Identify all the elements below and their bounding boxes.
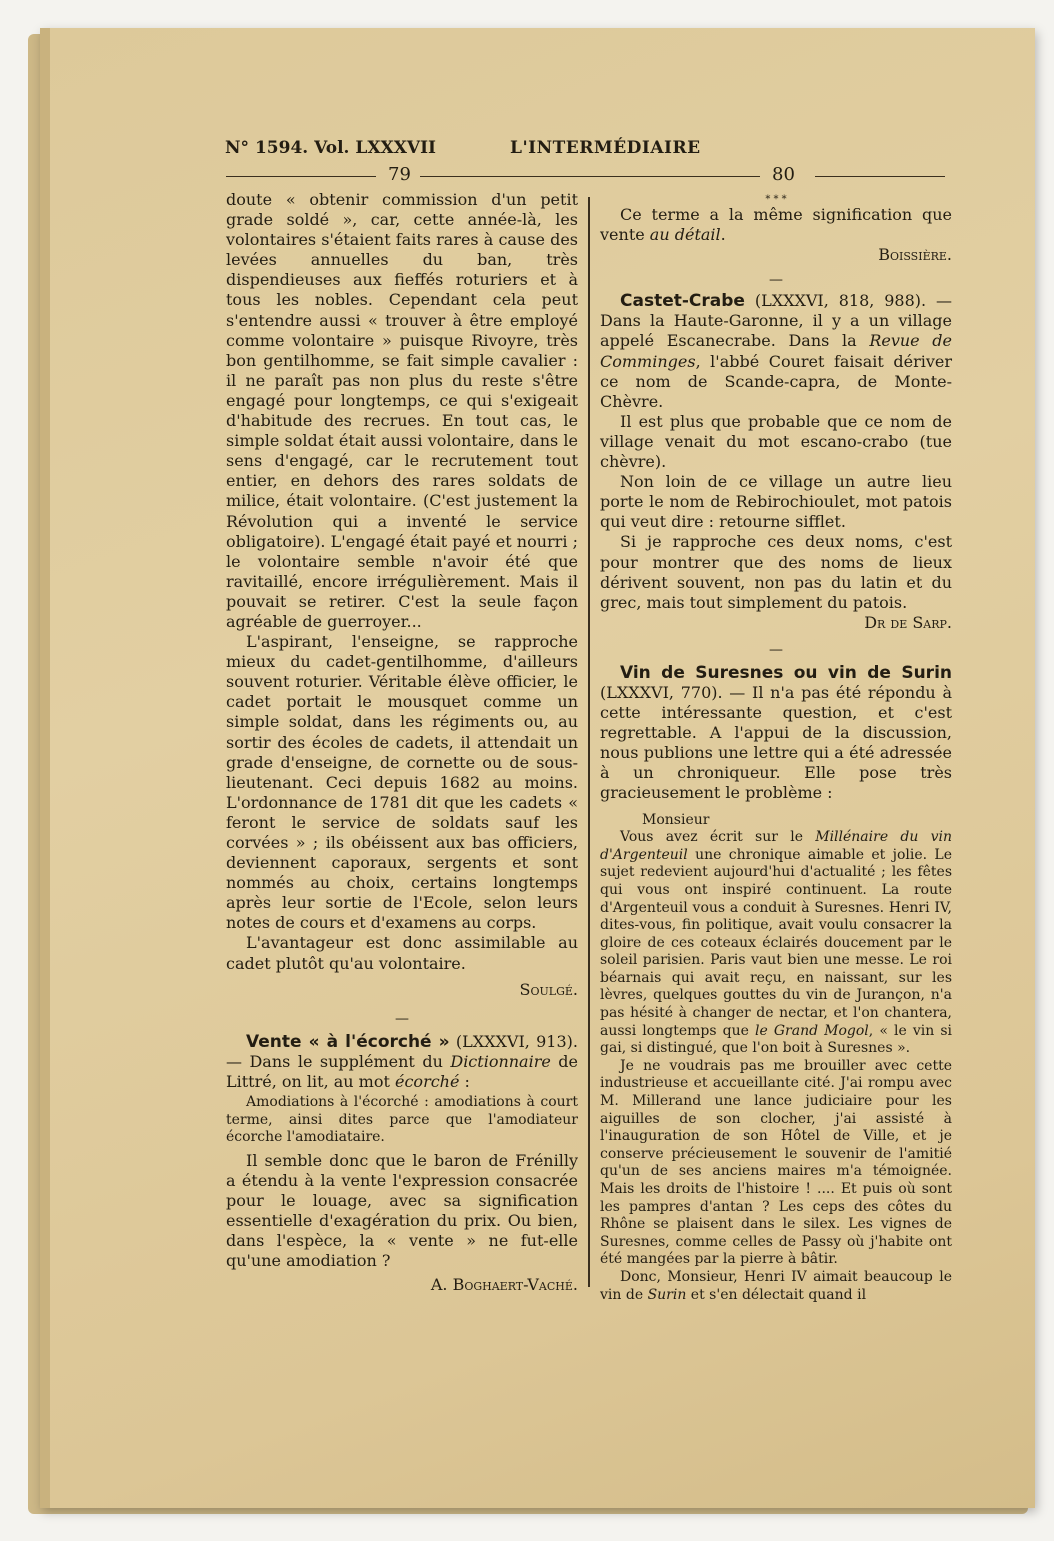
entry-title: Vin de Suresnes ou vin de Surin: [620, 662, 952, 683]
signature: Dr de Sarp.: [864, 612, 952, 632]
paragraph: Si je rapproche ces deux noms, c'est pour montrer que des noms de lieux dérivent souvent, non pas du latin et du grec, mais tout simplement du patois.: [600, 532, 952, 612]
separator: —: [395, 1010, 409, 1027]
page-number-left: 79: [388, 164, 411, 185]
entry-vente: Vente « à l'écorché » (LXXXVI, 913). — Dans le supplément du Dictionnaire de Littré, on lit, au mot écorché :: [226, 1031, 579, 1091]
paragraph: Il est plus que probable que ce nom de village venait du mot escano-crabo (tue chèvre).: [600, 411, 952, 472]
signature: Boissière.: [878, 245, 952, 265]
paragraph: L'avantageur est donc assimilable au cadet plutôt qu'au volontaire.: [226, 933, 578, 973]
right-column: [600, 195, 952, 1304]
header-rule-right: [815, 176, 945, 177]
asterism: * * *: [765, 194, 787, 205]
separator: —: [769, 641, 783, 658]
letter-paragraph: Je ne voudrais pas me brouiller avec cette industrieuse et accueillante cité. J'ai rompu avec M. Millerand une lance judiciaire pour les aiguilles de son clocher, j'ai assisté à l'inauguration de son Hôtel de Ville, et je conserve précieusement le souvenir de l'amitié qu'un de ses anciens maires m'a témoignée. Mais les droits de l'histoire ! .... Et puis où sont les pampres d'antan ? Les ceps des côtes du Rhône se plaisent dans le silex. Les vignes de Suresnes, comme celles de Passy où j'habite ont été mangées par la pierre à bâtir.: [600, 1057, 952, 1268]
running-header: [0, 138, 1054, 160]
entry-title: Vente « à l'écorché »: [246, 1031, 450, 1052]
signature: A. Boghaert-Vaché.: [430, 1275, 578, 1295]
paragraph: Ce terme a la même signification que vente au détail.: [600, 205, 952, 245]
issue-number: N° 1594. Vol. LXXXVII: [225, 138, 436, 158]
entry-title: Castet-Crabe: [620, 291, 745, 312]
entry-castet: Castet-Crabe (LXXXVI, 818, 988). — Dans la Haute-Garonne, il y a un village appelé Escanecrabe. Dans la Revue de Comminges, l'abbé Couret faisait dériver ce nom de Scande-capra, de Monte-Chèvre.: [600, 291, 952, 411]
signature: Soulgé.: [519, 979, 578, 999]
paragraph: Il semble donc que le baron de Frénilly a étendu à la vente l'expression consacrée pour le louage, avec sa signification essentielle d'exagération du prix. Ou bien, dans l'espèce, la « vente » ne fut-elle qu'une amodiation ?: [226, 1150, 578, 1271]
dictionary-quote: Amodiations à l'écorché : amodiations à court terme, ainsi dites parce que l'amodiateur écorche l'amodiataire.: [226, 1094, 578, 1146]
letter-paragraph: Donc, Monsieur, Henri IV aimait beaucoup le vin de Surin et s'en délectait quand il: [600, 1268, 952, 1303]
letter-paragraph: Vous avez écrit sur le Millénaire du vin d'Argenteuil une chronique aimable et jolie. Le sujet redevient aujourd'hui d'actualité ; les fêtes qui vous ont inspiré continuent. La route d'Argenteuil vous a conduit à Suresnes. Henri IV, dites-vous, fin politique, avait voulu consacrer la gloire de ces coteaux éclairés doucement par le soleil parisien. Paris vaut bien une messe. Le roi béarnais qui avait reçu, en naissant, sur les lèvres, quelques gouttes du vin de Jurançon, n'a pas hésité à changer de nectar, et l'on chantera, aussi longtemps que le Grand Mogol, « le vin si gai, si distingué, que l'on boit à Suresnes ».: [600, 829, 953, 1057]
journal-title: L'INTERMÉDIAIRE: [510, 138, 701, 158]
header-rule-left: [226, 176, 376, 177]
paragraph: L'aspirant, l'enseigne, se rapproche mieux du cadet-gentilhomme, d'ailleurs souvent roturier. Véritable élève officier, le cadet portait le mousquet comme un simple soldat, dans les régiments ou, au sortir des écoles de cadets, il attendait un grade d'enseigne, de cornette ou de sous-lieutenant. Ceci depuis 1682 au moins. L'ordonnance de 1781 dit que les cadets « feront le service de soldats sauf les corvées » ; ils obéissent aux bas officiers, deviennent caporaux, sergents et sont nommés au choix, certains longtemps après leur sortie de l'Ecole, selon leurs notes de cours et d'examens au corps.: [226, 632, 578, 933]
column-divider: [588, 197, 590, 1287]
paragraph: Non loin de ce village un autre lieu porte le nom de Rebirochioulet, mot patois qui veut dire : retourne sifflet.: [600, 472, 952, 532]
paragraph: doute « obtenir commission d'un petit grade soldé », car, cette année-là, les volontaires s'étaient faits rares à cause des levées annuelles du ban, très dispendieuses aux fieffés roturiers et à tous les nobles. Cependant cela peut s'entendre aussi « trouver à être employé comme volontaire » puisque Rivoyre, très bon gentilhomme, se fait simple cavalier : il ne paraît pas non plus du reste s'être engagé pour longtemps, ce qui s'exigeait d'habitude des recrues. En tout cas, le simple soldat était aussi volontaire, dans le sens d'engagé, car le recrutement tout entier, en dehors des rares soldats de milice, était volontaire. (C'est justement la Révolution qui a inventé le service obligatoire). L'engagé était payé et nourri ; le volontaire semble n'avoir été que ravitaillé, encore irrégulièrement. Mais il pouvait se retirer. C'est la seule façon agréable de guerroyer...: [226, 190, 578, 631]
left-column: [226, 190, 578, 1295]
entry-vin: Vin de Suresnes ou vin de Surin (LXXXVI, 770). — Il n'a pas été répondu à cette intéressante question, et c'est regrettable. A l'appui de la discussion, nous publions une lettre qui a été adressée à un chroniqueur. Elle pose très gracieusement le problème :: [600, 662, 952, 803]
separator: —: [769, 272, 783, 289]
page-number-right: 80: [772, 164, 795, 185]
header-rule-middle: [420, 176, 760, 177]
letter-salutation: Monsieur: [642, 811, 710, 828]
